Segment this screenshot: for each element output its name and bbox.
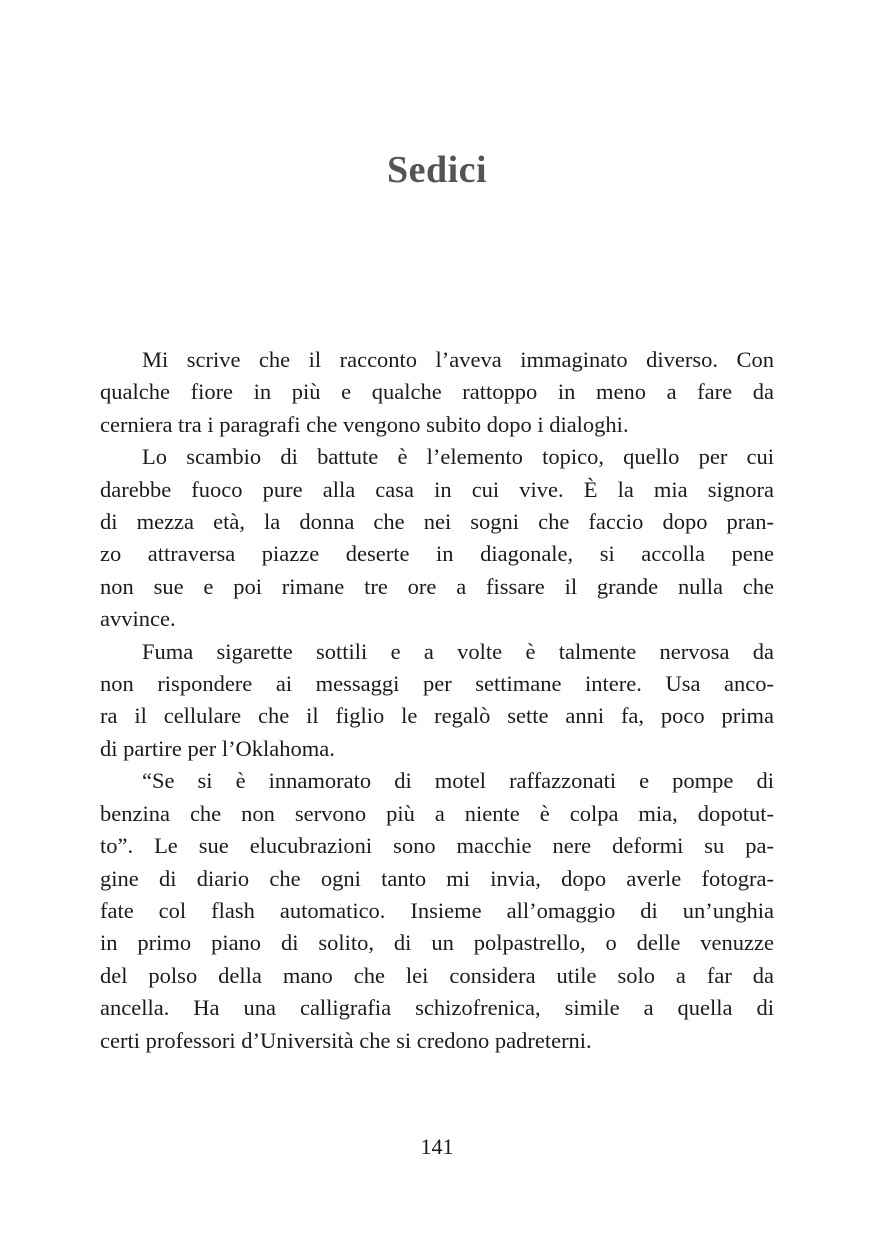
text-line-p4-l2: benzina che non servono più a niente è colpa mia, dopotut- bbox=[100, 800, 774, 826]
text-line-p2-l3: di mezza età, la donna che nei sogni che faccio dopo pran- bbox=[100, 509, 774, 535]
text-line-p3-l3: ra il cellulare che il figlio le regalò sette anni fa, poco prima bbox=[100, 703, 774, 729]
text-line-p1-l3: cerniera tra i paragrafi che vengono subito dopo i dialoghi. bbox=[100, 411, 629, 437]
text-line-p4-l3: to”. Le sue elucubrazioni sono macchie nere deformi su pa- bbox=[100, 833, 774, 859]
text-line-p3-l2: non rispondere ai messaggi per settimane intere. Usa anco- bbox=[100, 671, 774, 697]
text-line-p3-l1: Fuma sigarette sottili e a volte è talmente nervosa da bbox=[142, 638, 774, 664]
text-line-p4-l4: gine di diario che ogni tanto mi invia, dopo averle fotogra- bbox=[100, 865, 774, 891]
text-line-p1-l2: qualche fiore in più e qualche rattoppo in meno a fare da bbox=[100, 379, 774, 405]
body-text bbox=[100, 344, 774, 1057]
text-line-p2-l5: non sue e poi rimane tre ore a fissare il grande nulla che bbox=[100, 573, 774, 599]
text-line-p2-l1: Lo scambio di battute è l’elemento topico, quello per cui bbox=[142, 444, 774, 470]
text-line-p2-l4: zo attraversa piazze deserte in diagonale, si accolla pene bbox=[100, 541, 774, 567]
page-number: 141 bbox=[420, 1134, 454, 1159]
text-line-p1-l1: Mi scrive che il racconto l’aveva immaginato diverso. Con bbox=[142, 347, 774, 372]
text-line-p4-l9: certi professori d’Università che si credono padreterni. bbox=[100, 1027, 592, 1053]
text-line-p4-l8: ancella. Ha una calligrafia schizofrenica, simile a quella di bbox=[100, 995, 774, 1021]
text-line-p4-l1: “Se si è innamorato di motel raffazzonati e pompe di bbox=[142, 768, 774, 794]
text-line-p2-l6: avvince. bbox=[100, 606, 176, 632]
chapter-title: Sedici bbox=[386, 149, 488, 191]
text-line-p4-l7: del polso della mano che lei considera utile solo a far da bbox=[100, 962, 774, 988]
text-line-p4-l6: in primo piano di solito, di un polpastrello, o delle venuzze bbox=[100, 930, 774, 956]
text-line-p4-l5: fate col flash automatico. Insieme all’omaggio di un’unghia bbox=[100, 897, 774, 923]
text-line-p3-l4: di partire per l’Oklahoma. bbox=[100, 735, 335, 761]
text-line-p2-l2: darebbe fuoco pure alla casa in cui vive. È la mia signora bbox=[100, 476, 774, 502]
